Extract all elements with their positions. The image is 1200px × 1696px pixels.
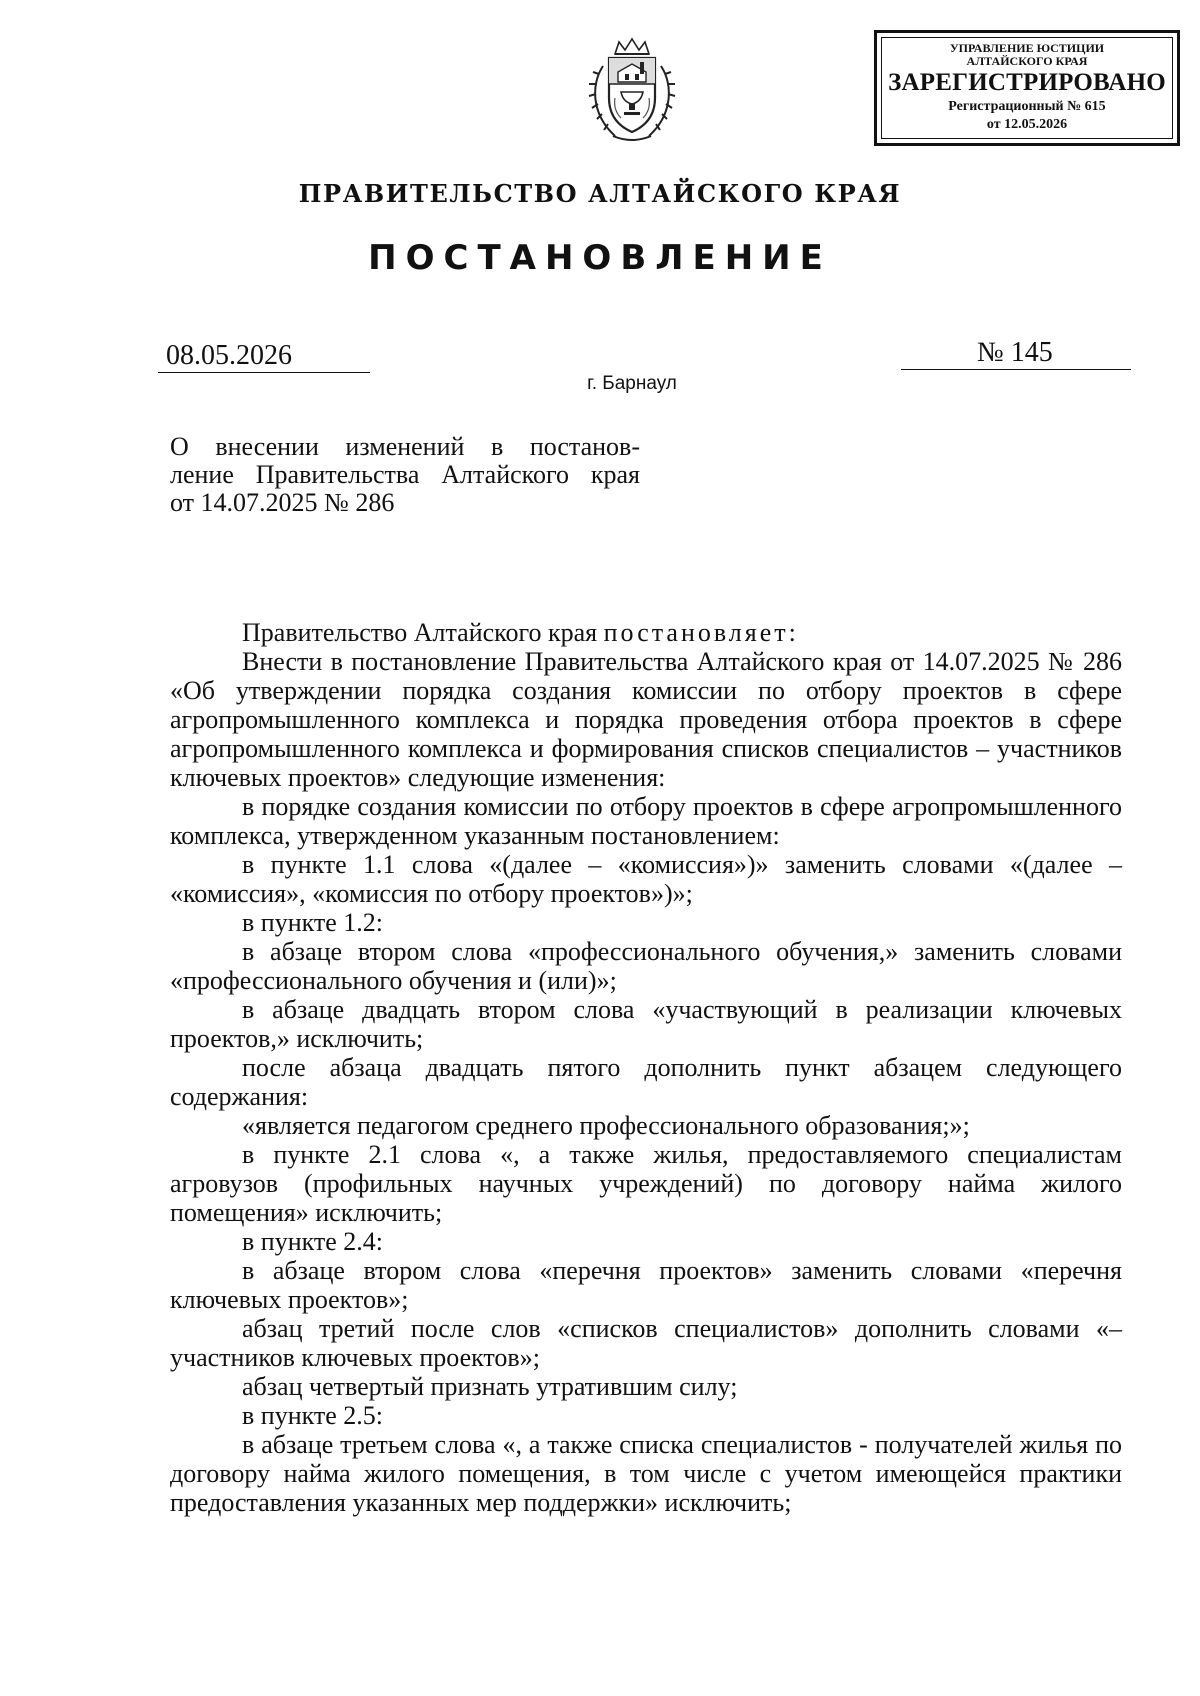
body-paragraph: после абзаца двадцать пятого дополнить пункт абзацем следующего содержания:: [170, 1053, 1122, 1111]
body-paragraph: в пункте 1.1 слова «(далее – «комиссия»)» заменить словами «(далее – «комиссия», «комиссия по отбору проектов»)»;: [170, 850, 1122, 908]
body-paragraph: в абзаце двадцать втором слова «участвующий в реализации ключевых проектов,» исключить;: [170, 995, 1122, 1053]
body-paragraph: в пункте 2.1 слова «, а также жилья, предоставляемого специалистам агровузов (профильных научных учреждений) по договору найма жилого помещения» исключить;: [170, 1140, 1122, 1227]
body-paragraph: абзац четвертый признать утратившим силу;: [242, 1372, 738, 1401]
intro-paragraph: [170, 618, 1122, 647]
registration-stamp: [874, 30, 1180, 146]
body-paragraph: Внести в постановление Правительства Алтайского края от 14.07.2025 № 286 «Об утверждении порядка создания комиссии по отбору проектов в сфере агропромышленного комплекса и порядка проведения отбора проектов в сфере агропромышленного комплекса и формирования списков специалистов – участников ключевых проектов» следующие изменения:: [170, 647, 1122, 792]
body-paragraph: «является педагогом среднего профессионального образования;»;: [242, 1111, 970, 1140]
body-paragraph: в абзаце втором слова «перечня проектов» заменить словами «перечня ключевых проектов»;: [170, 1256, 1122, 1314]
stamp-reg-date: от 12.05.2026: [986, 117, 1068, 132]
subject-line: ление Правительства Алтайского края: [170, 460, 640, 489]
document-city: г. Барнаул: [587, 373, 677, 394]
document-subject: [170, 433, 640, 517]
document-body: [170, 618, 1122, 1517]
body-paragraph: в абзаце третьем слова «, а также списка специалистов - получателей жилья по договору найма жилого помещения, в том числе с учетом имеющейся практики предоставления указанных мер поддержки» исключить;: [170, 1430, 1122, 1517]
body-paragraph: в абзаце втором слова «профессионального обучения,» заменить словами «профессионального обучения и (или)»;: [170, 937, 1122, 995]
coat-of-arms-icon: [585, 36, 679, 146]
body-paragraph: абзац третий после слов «списков специалистов» дополнить словами «– участников ключевых проектов»;: [170, 1314, 1122, 1372]
government-name: ПРАВИТЕЛЬСТВО АЛТАЙСКОГО КРАЯ: [298, 179, 902, 208]
document-date: 08.05.2026: [158, 340, 370, 373]
stamp-authority-line1: УПРАВЛЕНИЕ ЮСТИЦИИ: [949, 41, 1105, 55]
body-paragraph: в пункте 2.4:: [242, 1227, 384, 1256]
document-number: № 145: [901, 337, 1131, 370]
document-type: ПОСТАНОВЛЕНИЕ: [368, 238, 832, 278]
intro-verb: постановляет:: [603, 618, 799, 647]
body-paragraph: в порядке создания комиссии по отбору проектов в сфере агропромышленного комплекса, утвержденном указанным постановлением:: [170, 792, 1122, 850]
stamp-reg-number: Регистрационный № 615: [948, 99, 1106, 114]
body-paragraph: в пункте 1.2:: [242, 908, 384, 937]
body-paragraph: в пункте 2.5:: [242, 1401, 384, 1430]
stamp-authority-line2: АЛТАЙСКОГО КРАЯ: [966, 54, 1088, 68]
stamp-title: ЗАРЕГИСТРИРОВАНО: [888, 69, 1166, 96]
subject-line: от 14.07.2025 № 286: [170, 488, 395, 517]
intro-prefix: Правительство Алтайского края: [242, 618, 604, 647]
subject-line: О внесении изменений в постанов-: [170, 432, 640, 461]
